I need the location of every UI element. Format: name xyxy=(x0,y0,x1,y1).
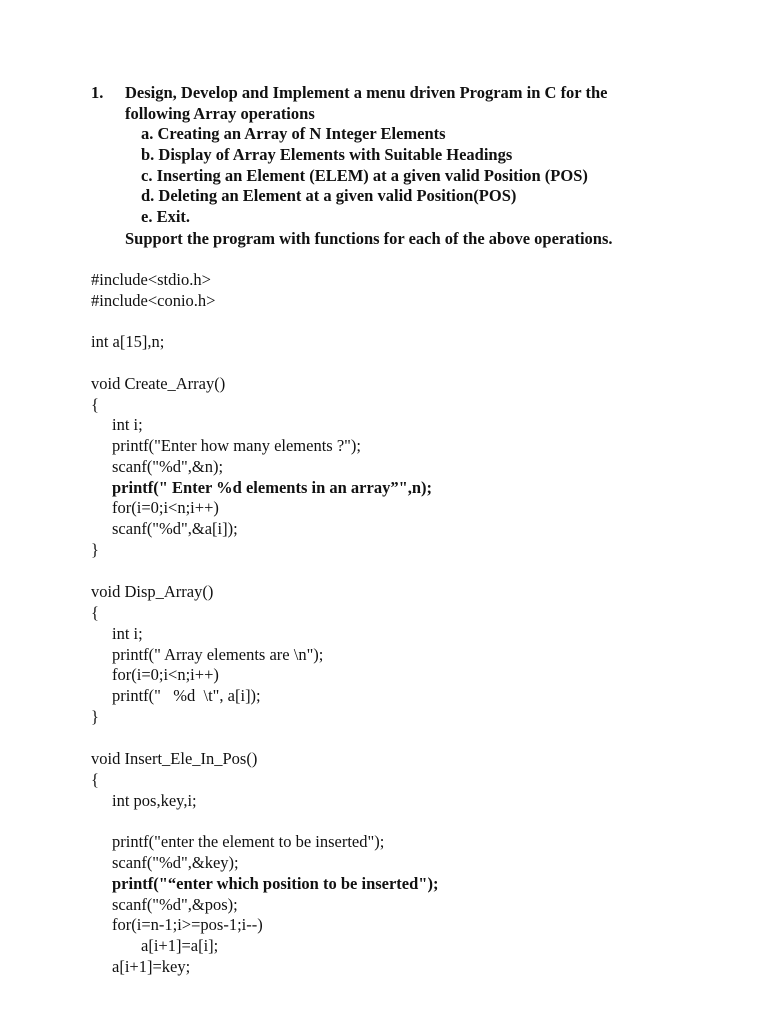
code-line: a[i+1]=key; xyxy=(112,957,191,976)
option-e: e. Exit. xyxy=(141,207,191,226)
code-line: scanf("%d",&pos); xyxy=(112,895,238,914)
code-line: int a[15],n; xyxy=(91,332,165,351)
code-line: printf(" Enter %d elements in an array”",n); xyxy=(112,478,433,497)
code-line: void Create_Array() xyxy=(91,374,226,393)
code-line: int i; xyxy=(112,415,143,434)
code-line: scanf("%d",&n); xyxy=(112,457,224,476)
code-line: printf(" %d \t", a[i]); xyxy=(112,686,261,705)
code-line: int i; xyxy=(112,624,143,643)
code-line: } xyxy=(91,540,99,559)
code-line: scanf("%d",&key); xyxy=(112,853,239,872)
support-line: Support the program with functions for each of the above operations. xyxy=(125,229,613,248)
code-line: a[i+1]=a[i]; xyxy=(141,936,219,955)
code-line: int pos,key,i; xyxy=(112,791,197,810)
code-line: for(i=0;i<n;i++) xyxy=(112,665,219,684)
code-line: printf("“enter which position to be inserted"); xyxy=(112,874,439,893)
code-line: void Insert_Ele_In_Pos() xyxy=(91,749,258,768)
code-line: #include<stdio.h> xyxy=(91,270,211,289)
option-c: c. Inserting an Element (ELEM) at a given valid Position (POS) xyxy=(141,166,588,185)
option-d: d. Deleting an Element at a given valid Position(POS) xyxy=(141,186,517,205)
question-number: 1. xyxy=(91,83,104,102)
code-line: void Disp_Array() xyxy=(91,582,214,601)
option-b: b. Display of Array Elements with Suitable Headings xyxy=(141,145,513,164)
question-title-line2: following Array operations xyxy=(125,104,315,123)
code-line: scanf("%d",&a[i]); xyxy=(112,519,238,538)
code-line: } xyxy=(91,707,99,726)
code-line: for(i=n-1;i>=pos-1;i--) xyxy=(112,915,263,934)
code-line: printf(" Array elements are \n"); xyxy=(112,645,324,664)
option-a: a. Creating an Array of N Integer Elements xyxy=(141,124,446,143)
code-line: printf("Enter how many elements ?"); xyxy=(112,436,361,455)
code-line: printf("enter the element to be inserted"); xyxy=(112,832,385,851)
code-line: for(i=0;i<n;i++) xyxy=(112,498,219,517)
code-line: { xyxy=(91,395,99,414)
code-line: { xyxy=(91,770,99,789)
question-title-line1: Design, Develop and Implement a menu driven Program in C for the xyxy=(125,83,608,102)
code-line: { xyxy=(91,603,99,622)
code-line: #include<conio.h> xyxy=(91,291,216,310)
